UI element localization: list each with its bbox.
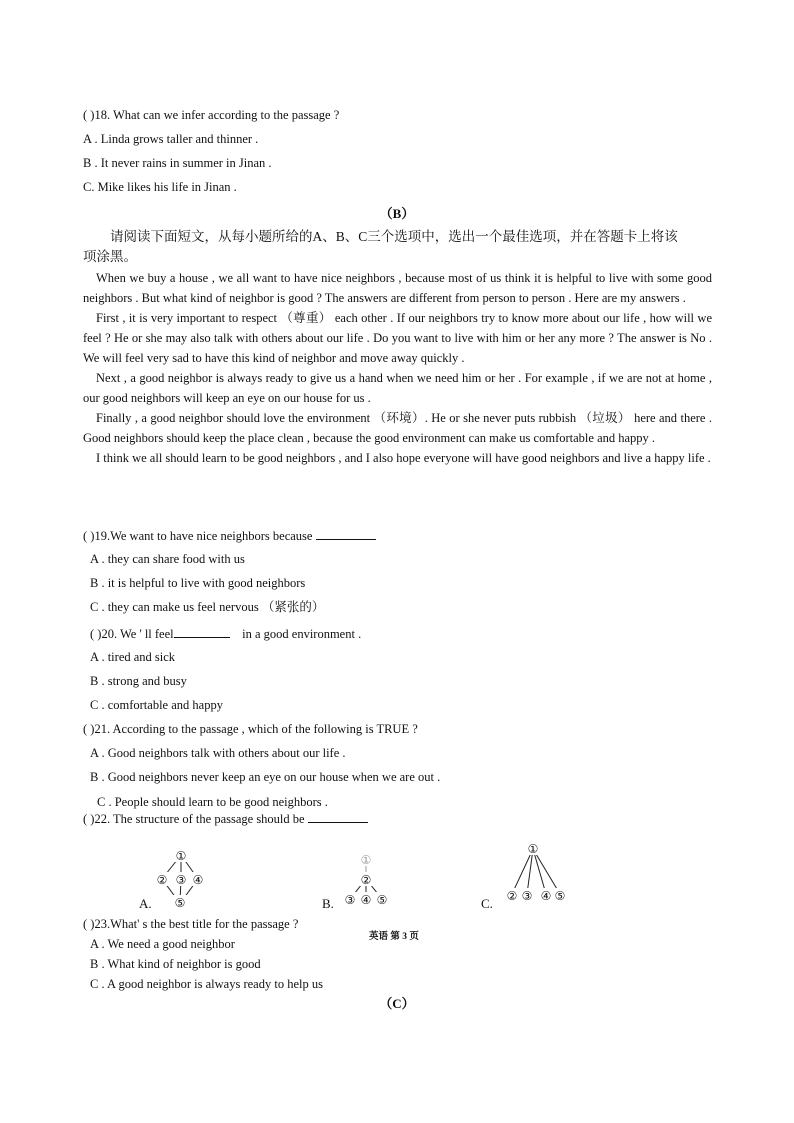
structure-diagram-a (150, 846, 210, 910)
node-3: ③ (175, 873, 187, 887)
node-1: ① (360, 853, 372, 867)
q20-stem-post: in a good environment . (242, 627, 362, 641)
q19-option-a: A . they can share food with us (90, 552, 245, 566)
q19-option-c: C . they can make us feel nervous （紧张的） (90, 600, 325, 614)
q23-option-a: A . We need a good neighbor (90, 937, 235, 951)
passage (83, 268, 712, 468)
q22-stem (83, 810, 368, 827)
node-2: ② (360, 873, 372, 887)
node-4: ④ (192, 873, 204, 887)
q19-stem-text: ( )19.We want to have nice neighbors because (83, 529, 313, 543)
q19-option-b: B . it is helpful to live with good neighbors (90, 576, 306, 590)
node-3: ③ (521, 889, 533, 903)
q18-option-c: C. Mike likes his life in Jinan . (83, 180, 237, 194)
q20-stem-pre: ( )20. We ' ll feel (90, 627, 174, 641)
passage-paragraph-4: Finally , a good neighbor should love the environment （环境）. He or she never puts rubbish （垃圾） here and there . Good neighbors should keep the place clean , because the good environment can make us comfortable and happy . (83, 411, 712, 445)
node-2: ② (506, 889, 518, 903)
q23-option-c: C . A good neighbor is always ready to help us (90, 977, 323, 991)
q19-stem (83, 527, 376, 544)
q20-option-a: A . tired and sick (90, 650, 176, 664)
q22-stem-text: ( )22. The structure of the passage should be (83, 812, 305, 826)
answer-blank (316, 527, 376, 540)
passage-paragraph-3: Next , a good neighbor is always ready to give us a hand when we need him or her . For example , if we are not at home , our good neighbors will keep an eye on our house for us . (83, 371, 712, 405)
section-b-heading: （B） (379, 206, 415, 221)
q18-option-a: A . Linda grows taller and thinner . (83, 132, 259, 146)
instruction-line-2: 项涂黑。 (83, 249, 137, 264)
q22-option-a-label: A. (139, 896, 152, 911)
passage-paragraph-5: I think we all should learn to be good neighbors , and I also hope everyone will have good neighbors and live a happy life . (96, 451, 711, 465)
node-1: ① (527, 842, 539, 856)
instruction-line-1: 请阅读下面短文，从每小题所给的A、B、C三个选项中，选出一个最佳选项，并在答题卡上将该 (110, 229, 678, 244)
q21-option-c: C . People should learn to be good neighbors . (97, 795, 328, 809)
node-4: ④ (360, 893, 372, 907)
q22-option-b-label: B. (322, 896, 334, 911)
answer-blank (308, 810, 368, 823)
q21-option-b: B . Good neighbors never keep an eye on our house when we are out . (90, 770, 441, 784)
node-4: ④ (540, 889, 552, 903)
node-5: ⑤ (376, 893, 388, 907)
answer-blank (174, 625, 230, 638)
node-5: ⑤ (554, 889, 566, 903)
q23-stem: ( )23.What' s the best title for the passage ? (83, 917, 299, 931)
passage-paragraph-2: First , it is very important to respect （尊重） each other . If our neighbors try to know more about our life , how will we feel ? He or she may also talk with others about our life . Do you want to live with him or her any more ? The answer is No . We will feel very sad to have this kind of neighbor and move away quickly . (83, 311, 712, 365)
section-c-heading: （C） (379, 996, 415, 1011)
q21-option-a: A . Good neighbors talk with others about our life . (90, 746, 346, 760)
node-1: ① (175, 849, 187, 863)
structure-diagram-c (500, 838, 572, 906)
structure-diagram-b (340, 850, 392, 908)
passage-paragraph-1: When we buy a house , we all want to have nice neighbors , because most of us think it is helpful to live with some good neighbors . But what kind of neighbor is good ? The answers are different from person to person . Here are my answers . (83, 271, 712, 305)
node-2: ② (156, 873, 168, 887)
q21-stem: ( )21. According to the passage , which of the following is TRUE ? (83, 722, 418, 736)
q22-option-c-label: C. (481, 896, 493, 911)
q20-stem (90, 625, 361, 642)
q20-option-b: B . strong and busy (90, 674, 187, 688)
q20-option-c: C . comfortable and happy (90, 698, 223, 712)
page-footer: 英语 第 3 页 (369, 932, 419, 942)
q23-option-b: B . What kind of neighbor is good (90, 957, 261, 971)
q18-stem: ( )18. What can we infer according to the passage ? (83, 108, 340, 122)
q18-option-b: B . It never rains in summer in Jinan . (83, 156, 272, 170)
node-5: ⑤ (174, 896, 186, 910)
node-3: ③ (344, 893, 356, 907)
